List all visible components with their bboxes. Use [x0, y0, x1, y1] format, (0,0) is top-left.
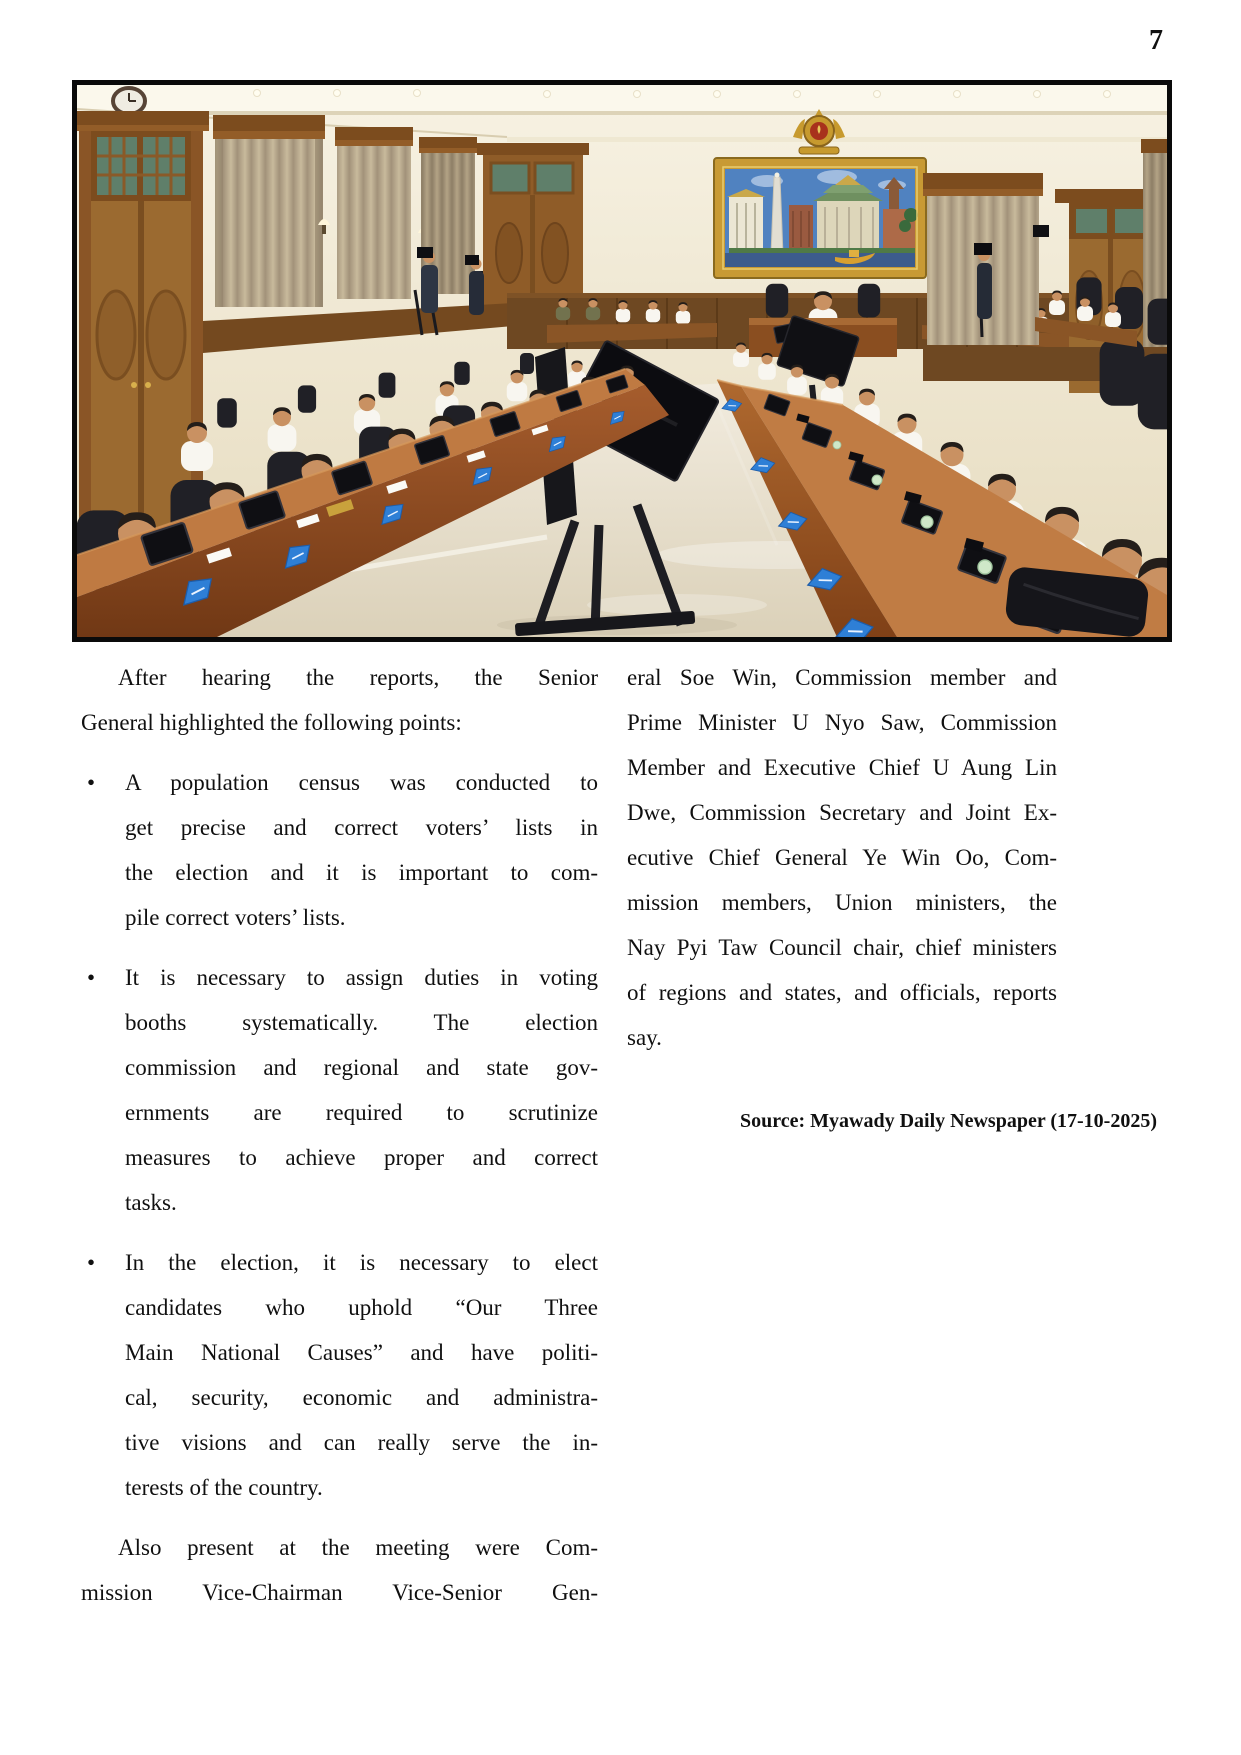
photo-landscape-painting [714, 158, 926, 278]
paragraph-intro [81, 655, 598, 745]
text-line: eral Soe Win, Commission member and [627, 665, 1057, 690]
text-line: terests of the country. [125, 1475, 323, 1500]
text-line: candidates who uphold “Our Three [125, 1295, 598, 1320]
window-curtain-2 [335, 127, 413, 299]
bullet-item [81, 955, 598, 1225]
text-line: tive visions and can really serve the in- [125, 1430, 598, 1455]
text-line: Prime Minister U Nyo Saw, Commission [627, 710, 1057, 735]
source-line: Source: Myawady Daily Newspaper (17-10-2025) [739, 1110, 1157, 1132]
text-line: booths systematically. The election [125, 1010, 598, 1035]
bullet-marker: • [87, 1250, 96, 1275]
text-line: mission members, Union ministers, the [627, 890, 1057, 915]
text-line: ecutive Chief General Ye Win Oo, Com- [627, 845, 1057, 870]
text-line: ernments are required to scrutinize [125, 1100, 598, 1125]
text-line: General highlighted the following points: [81, 710, 462, 735]
text-line: get precise and correct voters’ lists in [125, 815, 598, 840]
text-line: After hearing the reports, the Senior [118, 665, 598, 690]
paragraph-continuation [627, 655, 1057, 1060]
bullet-item [81, 760, 598, 940]
article-photo [72, 80, 1172, 642]
right-column [627, 655, 1057, 1060]
text-line: cal, security, economic and administra- [125, 1385, 598, 1410]
text-line: Also present at the meeting were Com- [118, 1535, 598, 1560]
text-line: pile correct voters’ lists. [125, 905, 346, 930]
text-line: tasks. [125, 1190, 177, 1215]
text-line: say. [627, 1025, 662, 1050]
meeting-photo-illustration [77, 85, 1167, 637]
bullet-marker: • [87, 965, 96, 990]
text-line: In the election, it is necessary to elect [125, 1250, 598, 1275]
text-line: Main National Causes” and have politi- [125, 1340, 598, 1365]
text-line: It is necessary to assign duties in voting [125, 965, 598, 990]
window-curtain-1 [213, 115, 325, 307]
wall-camera [1033, 225, 1049, 237]
bullet-item [81, 1240, 598, 1510]
paragraph-closing [81, 1525, 598, 1615]
text-line: Member and Executive Chief U Aung Lin [627, 755, 1057, 780]
far-left-door [477, 143, 589, 315]
text-line: the election and it is important to com- [125, 860, 598, 885]
page-number: 7 [1149, 25, 1163, 56]
text-line: commission and regional and state gov- [125, 1055, 598, 1080]
text-line: mission Vice-Chairman Vice-Senior Gen- [81, 1580, 598, 1605]
text-line: Dwe, Commission Secretary and Joint Ex- [627, 800, 1057, 825]
text-line: of regions and states, and officials, reports [627, 980, 1057, 1005]
text-line: Nay Pyi Taw Council chair, chief ministers [627, 935, 1057, 960]
text-line: A population census was conducted to [125, 770, 598, 795]
bullet-marker: • [87, 770, 96, 795]
left-column [81, 655, 598, 1615]
text-line: measures to achieve proper and correct [125, 1145, 598, 1170]
